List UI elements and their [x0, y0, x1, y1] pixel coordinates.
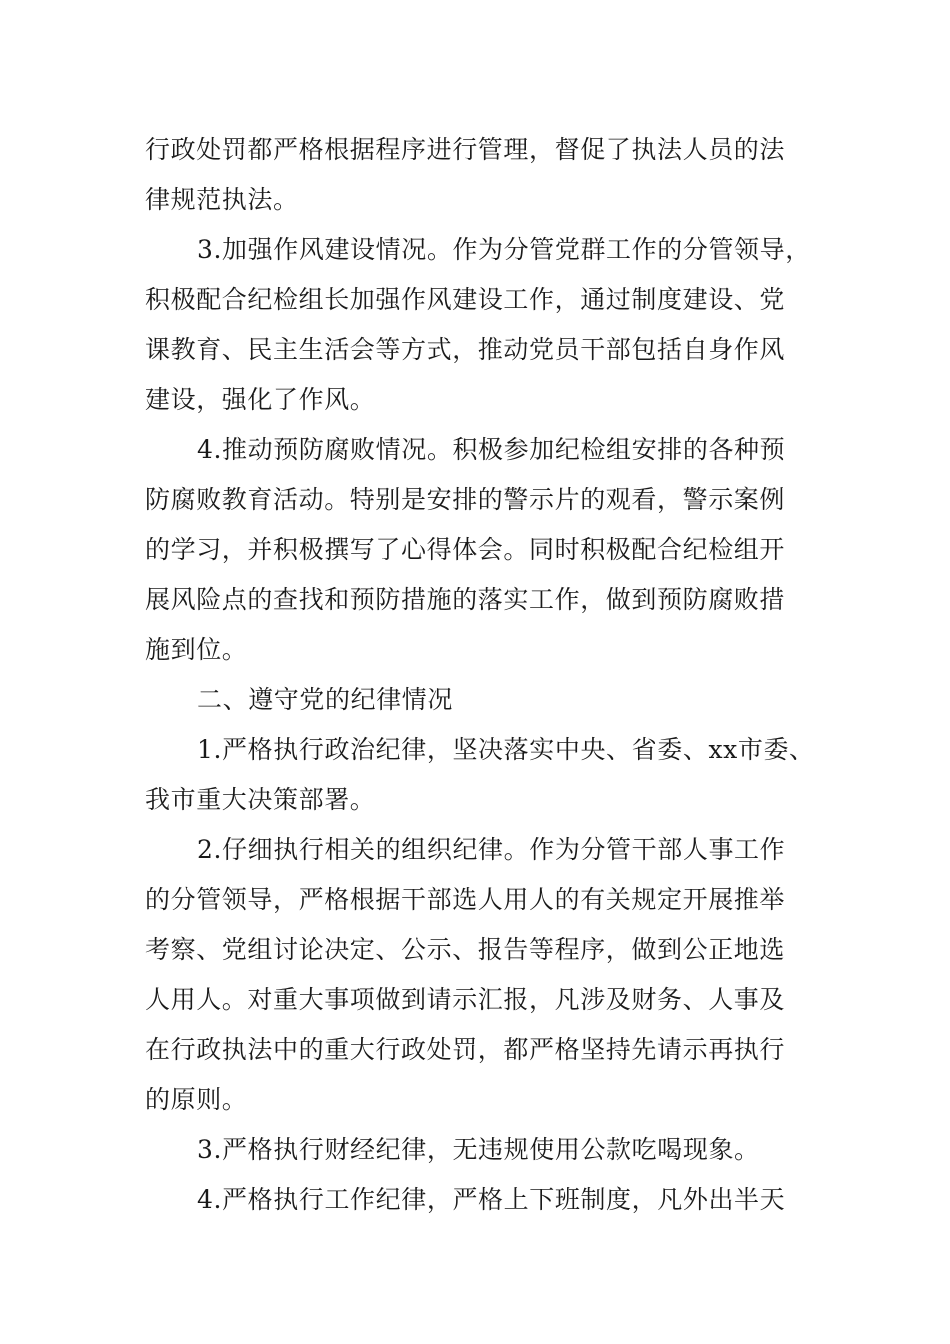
text-line: 2.仔细执行相关的组织纪律。作为分管干部人事工作: [197, 835, 786, 864]
text-line: 施到位。: [145, 635, 248, 664]
text-line: 我市重大决策部署。: [145, 785, 376, 814]
section-heading: 二、遵守党的纪律情况: [197, 685, 454, 714]
text-line: 防腐败教育活动。特别是安排的警示片的观看，警示案例: [145, 485, 786, 514]
text-line: 4.推动预防腐败情况。积极参加纪检组安排的各种预: [197, 435, 786, 464]
text-line: 积极配合纪检组长加强作风建设工作，通过制度建设、党: [145, 285, 786, 314]
text-line: 3.加强作风建设情况。作为分管党群工作的分管领导，: [197, 235, 811, 264]
text-line: 人用人。对重大事项做到请示汇报，凡涉及财务、人事及: [145, 985, 786, 1014]
text-line: 展风险点的查找和预防措施的落实工作，做到预防腐败措: [145, 585, 786, 614]
text-line: 在行政执法中的重大行政处罚，都严格坚持先请示再执行: [145, 1035, 786, 1064]
text-line: 1.严格执行政治纪律，坚决落实中央、省委、xx市委、: [197, 735, 815, 764]
text-line: 3.严格执行财经纪律，无违规使用公款吃喝现象。: [197, 1135, 760, 1164]
text-line: 的原则。: [145, 1085, 248, 1114]
text-line: 的学习，并积极撰写了心得体会。同时积极配合纪检组开: [145, 535, 786, 564]
text-line: 课教育、民主生活会等方式，推动党员干部包括自身作风: [145, 335, 786, 364]
text-line: 行政处罚都严格根据程序进行管理，督促了执法人员的法: [145, 135, 786, 164]
text-line: 律规范执法。: [145, 185, 299, 214]
text-line: 的分管领导，严格根据干部选人用人的有关规定开展推举: [145, 885, 786, 914]
text-line: 考察、党组讨论决定、公示、报告等程序，做到公正地选: [145, 935, 786, 964]
text-line: 建设，强化了作风。: [145, 385, 376, 414]
text-line: 4.严格执行工作纪律，严格上下班制度，凡外出半天: [197, 1185, 786, 1214]
